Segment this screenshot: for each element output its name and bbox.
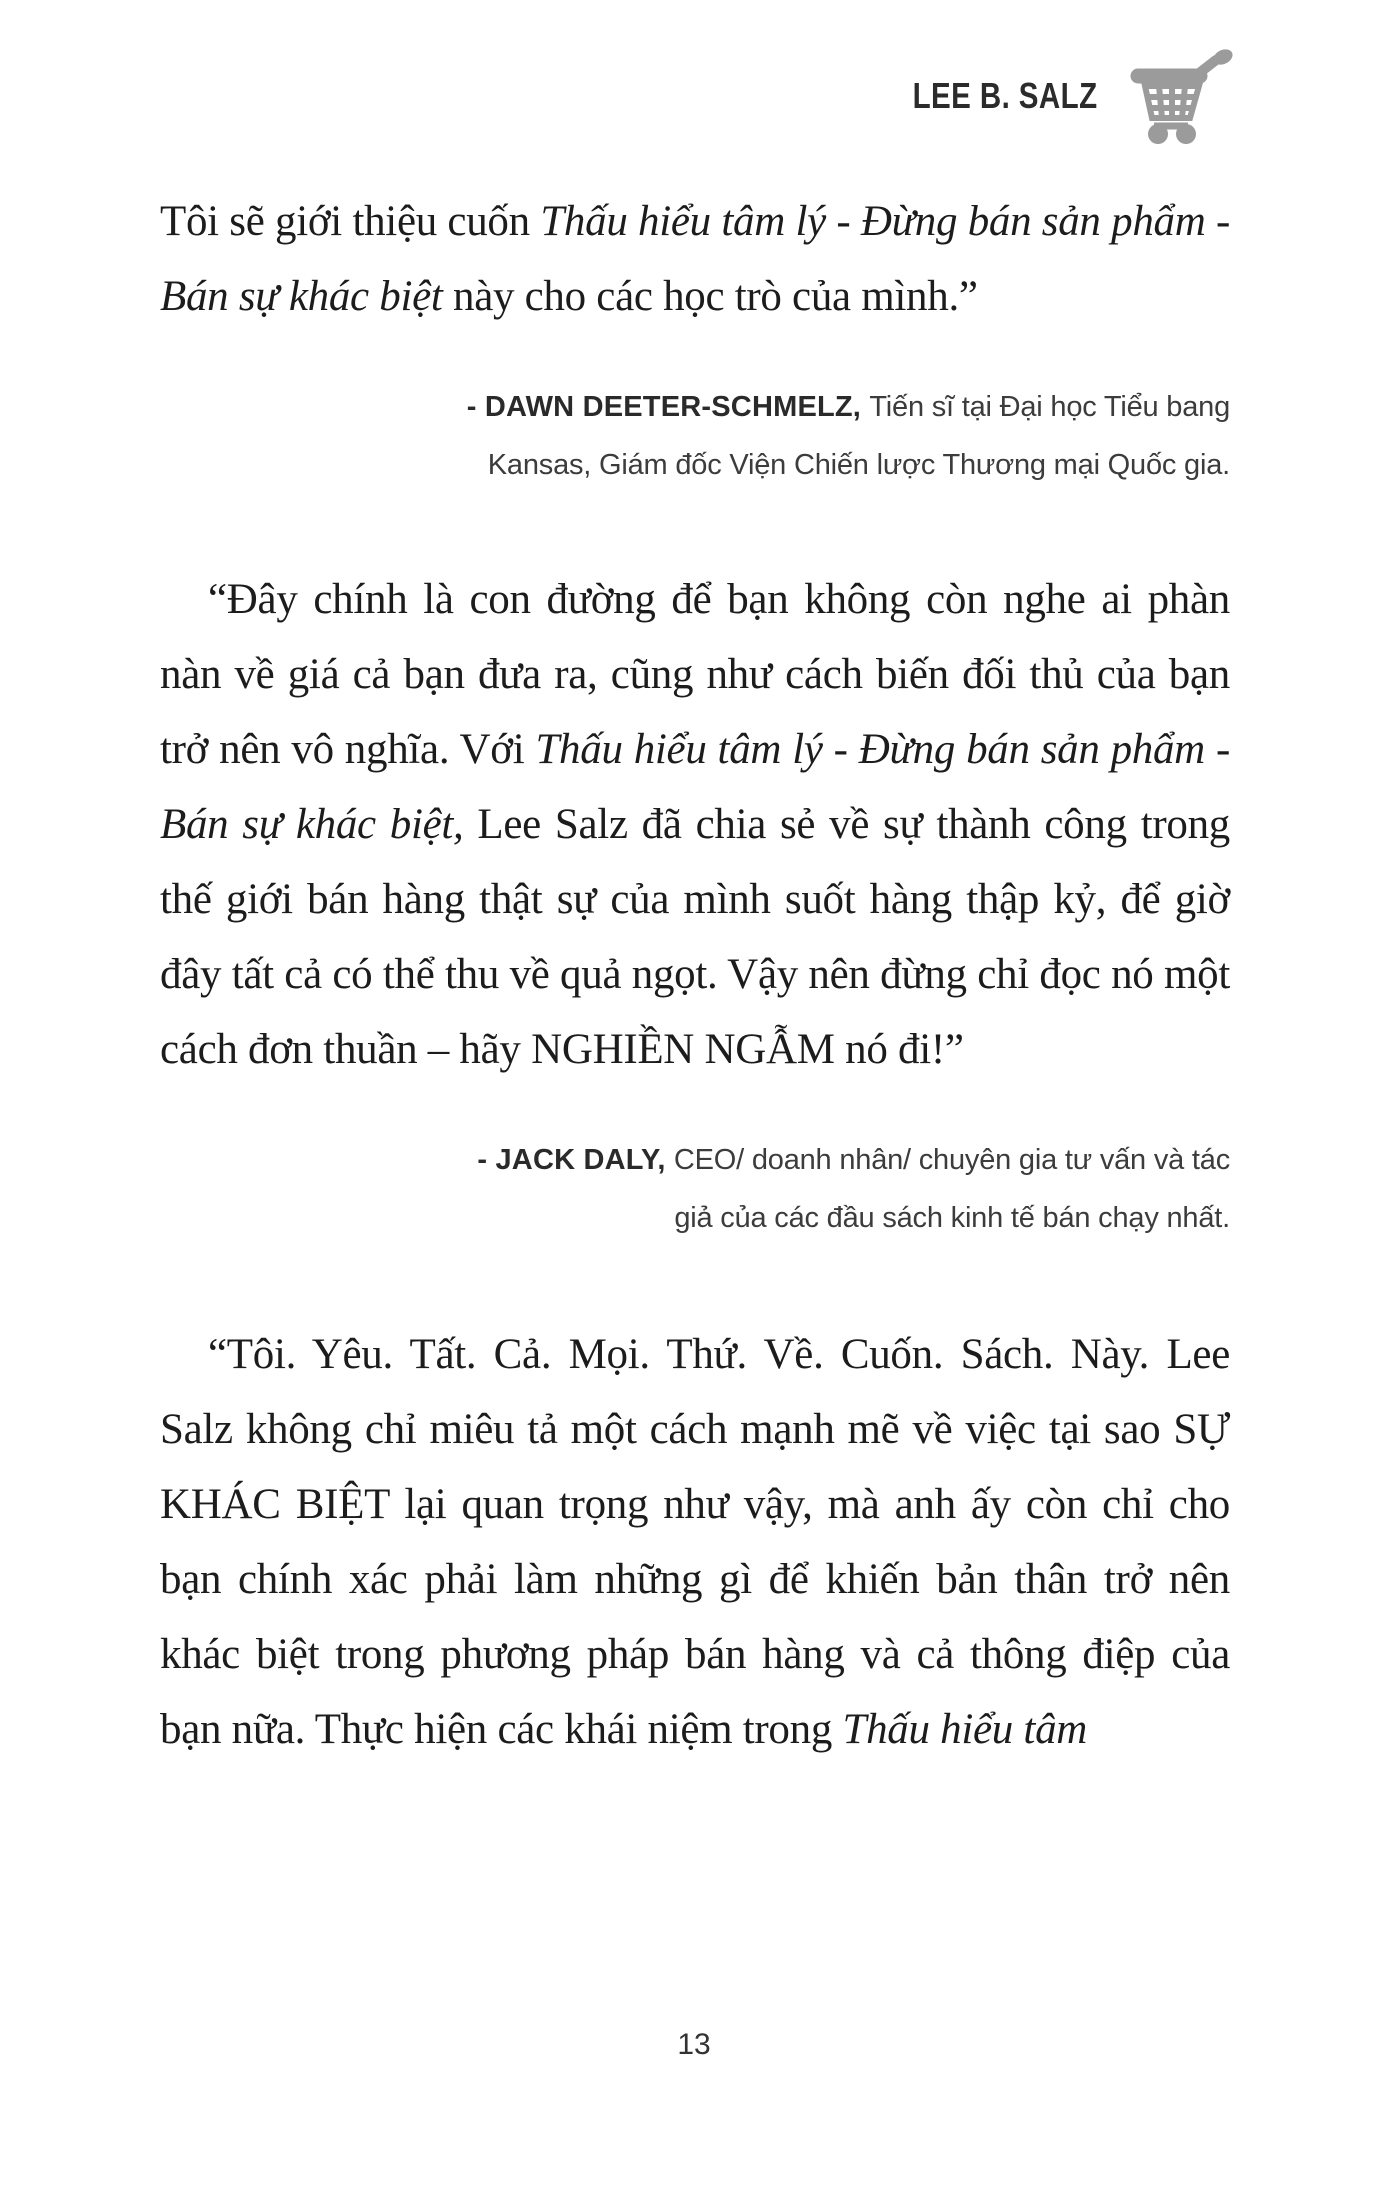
- text-segment: “Đây chính là con đường để bạn không còn nghe ai phàn nàn về giá cả bạn đưa ra, cũng như cách biến đối thủ của bạn trở nên vô nghĩa. Với: [160, 576, 1230, 773]
- text-segment: “Tôi. Yêu. Tất. Cả. Mọi. Thứ. Về. Cuốn. Sách. Này. Lee Salz không chỉ miêu tả một cách mạnh mẽ về việc tại sao SỰ KHÁC BIỆT lại quan trọng như vậy, mà anh ấy còn chỉ cho bạn chính xác phải làm những gì để khiến bản thân trở nên khác biệt trong phương pháp bán hàng và cả thông điệp của bạn nữa. Thực hiện các khái niệm trong: [160, 1331, 1230, 1753]
- text-segment: Thấu hiểu tâm lý - Đừng bán sản phẩm - Bán sự khác biệt: [160, 198, 1230, 320]
- testimonial-attribution-dawn-deeter-schmelz: [430, 378, 1230, 494]
- text-segment: Lee Salz đã chia sẻ về sự thành công trong thế giới bán hàng thật sự của mình suốt hàng thập kỷ, để giờ đây tất cả có thể thu về quả ngọt. Vậy nên đừng chỉ đọc nó một cách đơn thuần – hãy NGHIỀN NGẪM nó đi!”: [160, 801, 1230, 1073]
- author-name: LEE B. SALZ: [913, 75, 1098, 116]
- cart-wheel: [1176, 124, 1196, 144]
- testimonial-quote-1: [160, 184, 1230, 334]
- testimonial-quote-3: [160, 1317, 1230, 1767]
- cart-wheel: [1148, 124, 1168, 144]
- text-segment: này cho các học trò của mình.”: [442, 273, 978, 320]
- text-segment: - DAWN DEETER-SCHMELZ,: [466, 391, 870, 423]
- testimonial-quote-2: [160, 562, 1230, 1087]
- shopping-cart-icon: [1124, 48, 1246, 144]
- testimonial-attribution-jack-daly: [475, 1131, 1230, 1247]
- text-segment: Thấu hiểu tâm: [842, 1706, 1088, 1753]
- text-segment: - JACK DALY,: [477, 1144, 674, 1176]
- text-segment: Thấu hiểu tâm lý - Đừng bán sản phẩm - Bán sự khác biệt,: [160, 726, 1230, 848]
- text-segment: CEO/ doanh nhân/ chuyên gia tư vấn và tác giả của các đầu sách kinh tế bán chạy nhất.: [673, 1144, 1230, 1234]
- page-header: [0, 0, 1388, 120]
- text-segment: Tiến sĩ tại Đại học Tiểu bang Kansas, Giám đốc Viện Chiến lược Thương mại Quốc gia.: [487, 391, 1230, 481]
- page-number: 13: [677, 2028, 711, 2061]
- text-segment: Tôi sẽ giới thiệu cuốn: [160, 198, 541, 245]
- page-content: [160, 184, 1230, 1767]
